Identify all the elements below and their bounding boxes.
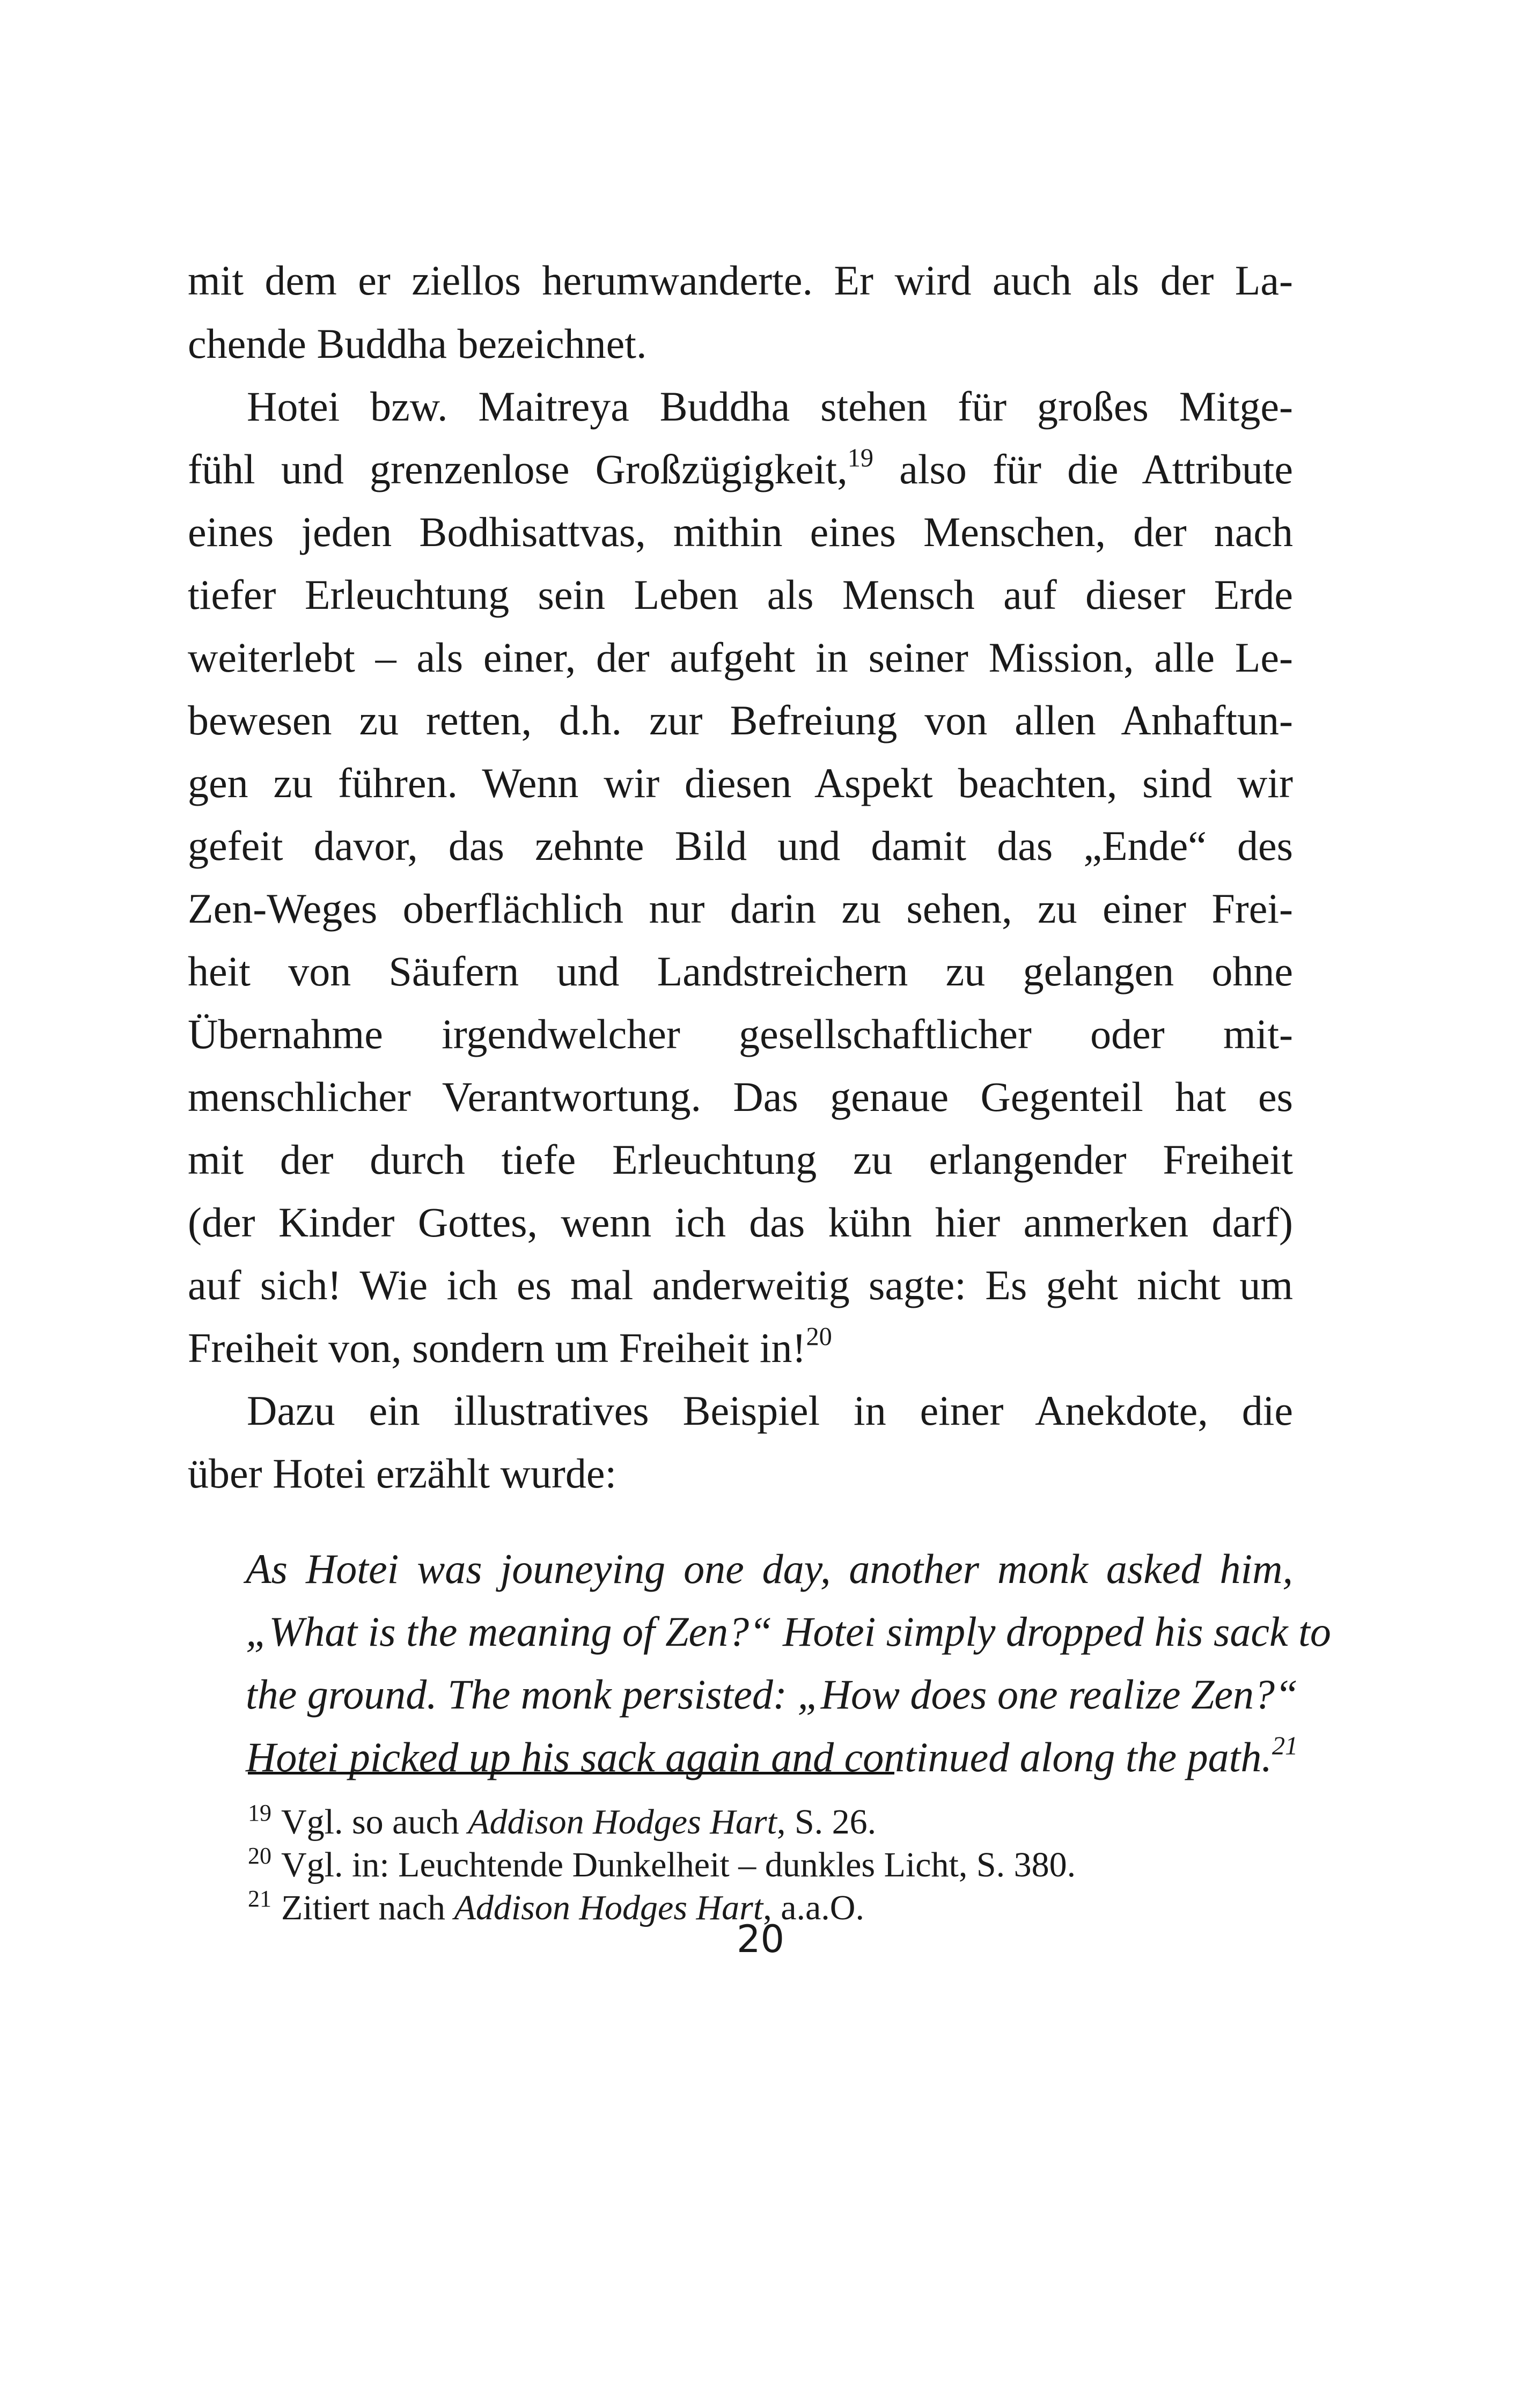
- text-line: [188, 1317, 1293, 1379]
- text-line: chende Buddha bezeichnet.: [188, 320, 647, 367]
- quote-line: As Hotei was jouneying one day, another monk asked him,: [246, 1545, 1293, 1592]
- text-span: fühl und grenzenlose Großzügigkeit,: [188, 446, 848, 492]
- text-line: bewesen zu retten, d.h. zur Befreiung von allen Anhaftun-: [188, 697, 1293, 743]
- text-line: tiefer Erleuchtung sein Leben als Mensch auf dieser Erde: [188, 571, 1293, 618]
- text-span: also für die Attribute: [873, 446, 1293, 492]
- text-line: menschlicher Verantwortung. Das genaue Gegenteil hat es: [188, 1073, 1293, 1120]
- text-line: mit dem er ziellos herumwanderte. Er wird auch als der La-: [188, 257, 1293, 304]
- text-line: mit der durch tiefe Erleuchtung zu erlangender Freiheit: [188, 1136, 1293, 1183]
- text-line: weiterlebt – als einer, der aufgeht in seiner Mission, alle Le-: [188, 634, 1293, 681]
- text-span: , a.a.O.: [763, 1888, 864, 1927]
- text-line: gefeit davor, das zehnte Bild und damit das „Ende“ des: [188, 822, 1293, 869]
- footnote-number: 19: [248, 1800, 271, 1826]
- quote-line: „What is the meaning of Zen?“ Hotei simply dropped his sack to: [246, 1608, 1331, 1655]
- footnote-number: 21: [248, 1886, 271, 1912]
- author-name: Addison Hodges Hart: [468, 1802, 777, 1842]
- text-line: Dazu ein illustratives Beispiel in einer Anekdote, die: [247, 1387, 1293, 1434]
- footnote-ref-20[interactable]: 20: [806, 1322, 832, 1351]
- text-line: (der Kinder Gottes, wenn ich das kühn hier anmerken darf): [188, 1199, 1293, 1246]
- text-line: Übernahme irgendwelcher gesellschaftlicher oder mit-: [188, 1011, 1293, 1057]
- footnote-number: 20: [248, 1843, 271, 1869]
- text-span: Freiheit von, sondern um Freiheit in!: [188, 1324, 806, 1371]
- text-line: Zen-Weges oberflächlich nur darin zu sehen, zu einer Frei-: [188, 885, 1293, 932]
- text-line: [188, 438, 1293, 500]
- footnote-separator: [248, 1772, 894, 1774]
- text-line: gen zu führen. Wenn wir diesen Aspekt beachten, sind wir: [188, 760, 1293, 806]
- author-name: Addison Hodges Hart: [454, 1888, 763, 1927]
- footnote-ref-19[interactable]: 19: [847, 444, 874, 473]
- page-number: 20: [736, 1917, 785, 1961]
- text-line: auf sich! Wie ich es mal anderweitig sagte: Es geht nicht um: [188, 1262, 1293, 1308]
- text-line: über Hotei erzählt wurde:: [188, 1450, 617, 1497]
- text-span: Hotei picked up his sack again and continued along the path.: [246, 1734, 1272, 1780]
- quote-line: the ground. The monk persisted: „How does one realize Zen?“: [246, 1671, 1298, 1718]
- text-line: Hotei bzw. Maitreya Buddha stehen für großes Mitge-: [247, 383, 1293, 430]
- text-line: eines jeden Bodhisattvas, mithin eines Menschen, der nach: [188, 509, 1293, 555]
- text-span: Vgl. in: Leuchtende Dunkelheit – dunkles Licht, S. 380.: [281, 1845, 1076, 1884]
- text-span: Vgl. so auch: [281, 1802, 468, 1842]
- quote-line: [246, 1726, 1298, 1788]
- footnote-ref-21[interactable]: 21: [1272, 1732, 1298, 1761]
- text-span: Zitiert nach: [281, 1888, 454, 1927]
- text-span: , S. 26.: [776, 1802, 877, 1842]
- text-line: heit von Säufern und Landstreichern zu gelangen ohne: [188, 948, 1293, 995]
